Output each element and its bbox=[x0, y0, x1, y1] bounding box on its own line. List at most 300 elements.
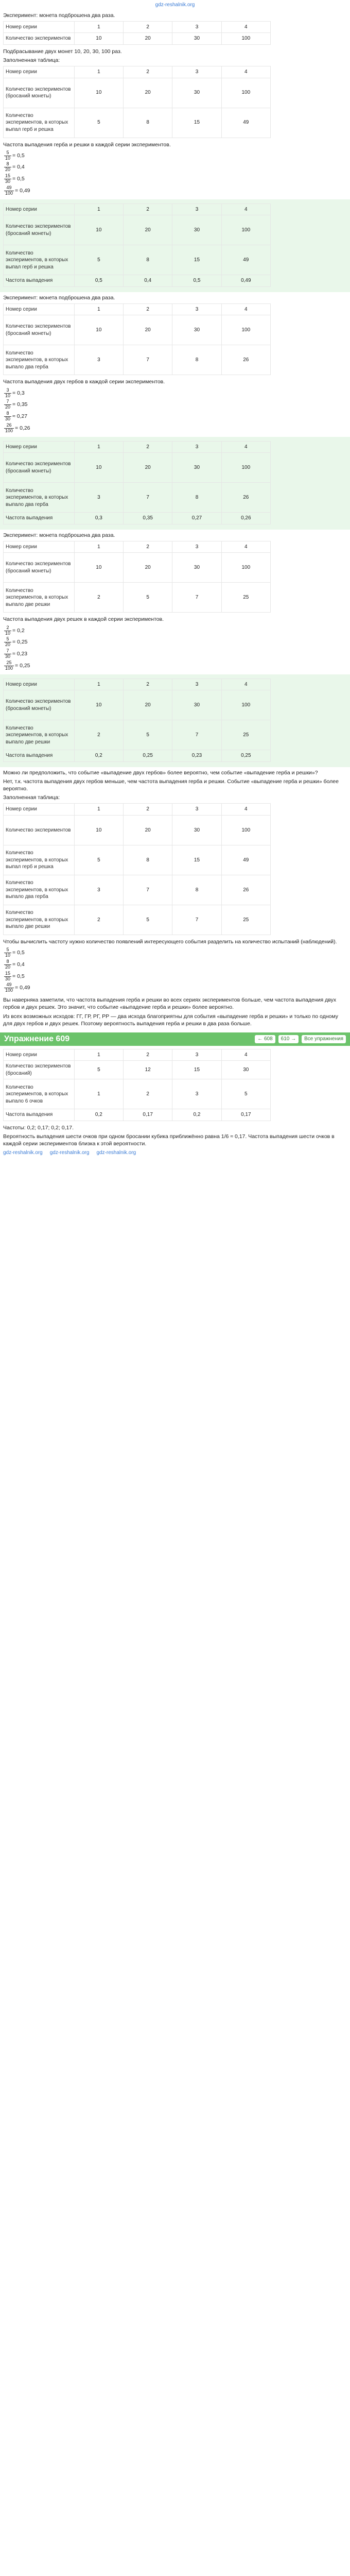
table-cell: 12 bbox=[124, 1061, 172, 1079]
fraction bbox=[4, 174, 11, 184]
table-row bbox=[4, 303, 271, 315]
table-cell: 4 bbox=[221, 1049, 270, 1061]
formula-result: = 0,5 bbox=[12, 973, 25, 979]
formula-row bbox=[4, 174, 347, 184]
table-cell: 30 bbox=[172, 553, 221, 583]
formula-row bbox=[4, 423, 347, 434]
formula-result: = 0,4 bbox=[12, 961, 25, 968]
next-exercise-link[interactable]: 610 → bbox=[278, 1035, 299, 1043]
numerator: 8 bbox=[4, 162, 11, 167]
table-row bbox=[4, 345, 271, 375]
paragraph: Частота выпадения двух гербов в каждой серии экспериментов. bbox=[3, 379, 165, 385]
row-header: Количество экспериментов, в которых выпало два герба bbox=[4, 483, 75, 513]
formula-row bbox=[4, 947, 347, 958]
table-cell: 0,2 bbox=[74, 750, 123, 762]
table-cell: 0,27 bbox=[172, 513, 221, 524]
fraction bbox=[4, 649, 11, 659]
data-table bbox=[3, 21, 271, 45]
table-cell: 0,17 bbox=[221, 1109, 270, 1121]
formula-row bbox=[4, 959, 347, 970]
formula-result: = 0,3 bbox=[12, 389, 25, 396]
table-row bbox=[4, 1049, 271, 1061]
denominator: 30 bbox=[5, 654, 11, 659]
table-cell: 3 bbox=[172, 1079, 221, 1109]
table-cell: 26 bbox=[221, 345, 270, 375]
data-table bbox=[3, 541, 271, 613]
denominator: 30 bbox=[5, 976, 11, 981]
exercise-bar bbox=[0, 1032, 350, 1046]
denominator: 10 bbox=[5, 630, 11, 636]
table-row bbox=[4, 275, 271, 287]
footer-link[interactable]: gdz-reshalnik.org bbox=[3, 1150, 43, 1156]
table-cell: 4 bbox=[221, 804, 270, 816]
table-cell: 1 bbox=[74, 679, 123, 690]
paragraph: Вы наверняка заметили, что частота выпадения герба и решки во всех сериях экспериментов больше, чем частота выпадения двух гербов и двух решек. Это значит, что событие «выпадение герба и решки» более вероятно. bbox=[3, 997, 337, 1011]
numerator: 15 bbox=[5, 970, 11, 976]
table-cell: 4 bbox=[221, 204, 270, 215]
table-cell: 0,25 bbox=[221, 750, 270, 762]
table-cell: 2 bbox=[124, 303, 172, 315]
table-row bbox=[4, 66, 271, 78]
table-cell: 30 bbox=[172, 815, 221, 845]
table-cell: 3 bbox=[172, 303, 221, 315]
table-cell: 7 bbox=[124, 875, 172, 905]
table-cell: 0,2 bbox=[172, 1109, 221, 1121]
denominator: 100 bbox=[5, 988, 13, 993]
formula-row bbox=[4, 660, 347, 671]
table-cell: 10 bbox=[74, 453, 123, 483]
paragraph: Вероятность выпадения шести очков при одном бросании кубика приближённо равна 1/6 ≈ 0,17. Частота выпадения шести очков в каждой серии экспериментов близка к этой вероятности. bbox=[3, 1133, 335, 1147]
formula-row bbox=[4, 399, 347, 410]
table-cell: 4 bbox=[221, 21, 270, 33]
numerator: 3 bbox=[4, 388, 11, 394]
table-row bbox=[4, 815, 271, 845]
numerator: 7 bbox=[4, 399, 11, 405]
table-cell: 20 bbox=[124, 33, 172, 45]
denominator: 20 bbox=[5, 964, 11, 970]
table-cell: 1 bbox=[74, 1079, 123, 1109]
table-cell: 30 bbox=[172, 33, 221, 45]
table-row bbox=[4, 483, 271, 513]
table-cell: 5 bbox=[74, 1061, 123, 1079]
table-cell: 5 bbox=[124, 583, 172, 613]
footer-link[interactable]: gdz-reshalnik.org bbox=[49, 1150, 90, 1156]
table-cell: 20 bbox=[124, 78, 172, 108]
table-cell: 3 bbox=[74, 483, 123, 513]
paragraph: Частота выпадения двух решек в каждой серии экспериментов. bbox=[3, 616, 164, 623]
formula-result: = 0,25 bbox=[12, 639, 28, 646]
table-cell: 0,17 bbox=[124, 1109, 172, 1121]
table-cell: 20 bbox=[124, 315, 172, 345]
table-cell: 30 bbox=[221, 1061, 270, 1079]
paragraph: Частота выпадения герба и решки в каждой серии экспериментов. bbox=[3, 141, 171, 148]
row-header: Частота выпадения bbox=[4, 750, 75, 762]
table-cell: 49 bbox=[221, 845, 270, 875]
data-table bbox=[3, 303, 271, 376]
formula-row bbox=[4, 185, 347, 196]
table-cell: 0,5 bbox=[74, 275, 123, 287]
exercise-title: Упражнение 609 bbox=[4, 1035, 70, 1044]
table-cell: 0,26 bbox=[221, 513, 270, 524]
table-cell: 20 bbox=[124, 815, 172, 845]
table-cell: 10 bbox=[74, 33, 123, 45]
paragraph: Нет, т.к. частота выпадения двух гербов меньше, чем частота выпадения герба и решки. Событие «выпадение герба и решки» более вероятно. bbox=[3, 778, 339, 792]
paragraph: Частоты: 0,2; 0,17; 0,2; 0,17. bbox=[3, 1124, 74, 1131]
row-header: Номер серии bbox=[4, 804, 75, 816]
table-cell: 0,49 bbox=[221, 275, 270, 287]
formula-row bbox=[4, 411, 347, 422]
denominator: 100 bbox=[5, 665, 13, 671]
table-row bbox=[4, 553, 271, 583]
numerator: 25 bbox=[4, 660, 14, 666]
table-cell: 3 bbox=[172, 204, 221, 215]
paragraph: Эксперимент: монета подброшена два раза. bbox=[3, 12, 115, 19]
denominator: 10 bbox=[5, 393, 11, 398]
table-cell: 2 bbox=[124, 541, 172, 553]
denominator: 30 bbox=[5, 179, 11, 184]
table-cell: 8 bbox=[124, 245, 172, 275]
table-row bbox=[4, 1061, 271, 1079]
table-cell: 1 bbox=[74, 804, 123, 816]
formula-result: = 0,26 bbox=[15, 425, 30, 432]
row-header: Количество экспериментов, в которых выпало две решки bbox=[4, 583, 75, 613]
fraction bbox=[4, 162, 11, 173]
fraction bbox=[4, 388, 11, 399]
row-header: Количество экспериментов (бросаний монеты) bbox=[4, 553, 75, 583]
table-cell: 25 bbox=[221, 720, 270, 750]
row-header: Количество экспериментов (бросаний) bbox=[4, 1061, 75, 1079]
table-cell: 15 bbox=[172, 108, 221, 138]
table-cell: 2 bbox=[124, 441, 172, 453]
data-table bbox=[3, 803, 271, 935]
table-cell: 7 bbox=[172, 905, 221, 935]
row-header: Количество экспериментов, в которых выпало две решки bbox=[4, 720, 75, 750]
fraction bbox=[4, 947, 11, 958]
formula-row bbox=[4, 637, 347, 648]
row-header: Номер серии bbox=[4, 204, 75, 215]
table-cell: 100 bbox=[221, 553, 270, 583]
table-row bbox=[4, 541, 271, 553]
formula-row bbox=[4, 971, 347, 982]
denominator: 20 bbox=[5, 404, 11, 410]
table-row bbox=[4, 1109, 271, 1121]
table-cell: 15 bbox=[172, 1061, 221, 1079]
table-row bbox=[4, 315, 271, 345]
table-row bbox=[4, 215, 271, 245]
formula-result: = 0,49 bbox=[15, 188, 30, 194]
row-header: Номер серии bbox=[4, 1049, 75, 1061]
table-cell: 26 bbox=[221, 875, 270, 905]
table-cell: 10 bbox=[74, 215, 123, 245]
row-header: Номер серии bbox=[4, 441, 75, 453]
fraction bbox=[4, 982, 14, 993]
frequency-formula bbox=[4, 625, 347, 671]
table-cell: 3 bbox=[172, 21, 221, 33]
table-cell: 4 bbox=[221, 303, 270, 315]
row-header: Количество экспериментов, в которых выпало два герба bbox=[4, 875, 75, 905]
table-cell: 2 bbox=[124, 1049, 172, 1061]
data-table bbox=[3, 204, 271, 287]
table-cell: 15 bbox=[172, 845, 221, 875]
denominator: 30 bbox=[5, 416, 11, 422]
numerator: 5 bbox=[4, 637, 11, 642]
table-row bbox=[4, 679, 271, 690]
table-cell: 3 bbox=[172, 541, 221, 553]
table-cell: 3 bbox=[172, 441, 221, 453]
formula-result: = 0,5 bbox=[12, 950, 25, 956]
table-cell: 100 bbox=[221, 690, 270, 720]
table-cell: 5 bbox=[221, 1079, 270, 1109]
table-row bbox=[4, 720, 271, 750]
paragraph: Эксперимент: монета подброшена два раза. bbox=[3, 532, 115, 538]
formula-result: ≈ 0,27 bbox=[12, 413, 28, 420]
table-row bbox=[4, 33, 271, 45]
table-cell: 2 bbox=[124, 1079, 172, 1109]
table-cell: 1 bbox=[74, 204, 123, 215]
table-cell: 1 bbox=[74, 541, 123, 553]
table-cell: 5 bbox=[124, 905, 172, 935]
numerator: 49 bbox=[4, 982, 14, 988]
table-cell: 3 bbox=[172, 804, 221, 816]
numerator: 26 bbox=[4, 423, 14, 429]
denominator: 10 bbox=[5, 953, 11, 958]
table-row bbox=[4, 108, 271, 138]
answer-highlight bbox=[0, 674, 350, 767]
formula-row bbox=[4, 150, 347, 161]
table-row bbox=[4, 204, 271, 215]
table-cell: 10 bbox=[74, 553, 123, 583]
table-row bbox=[4, 21, 271, 33]
table-cell: 15 bbox=[172, 245, 221, 275]
formula-row bbox=[4, 649, 347, 659]
site-header[interactable]: gdz-reshalnik.org bbox=[155, 2, 195, 8]
fraction bbox=[4, 150, 11, 161]
table-cell: 0,4 bbox=[124, 275, 172, 287]
prev-exercise-link[interactable]: ← 608 bbox=[255, 1035, 275, 1043]
table-cell: 1 bbox=[74, 66, 123, 78]
table-cell: 30 bbox=[172, 315, 221, 345]
table-cell: 30 bbox=[172, 690, 221, 720]
row-header: Количество экспериментов, в которых выпало 6 очков bbox=[4, 1079, 75, 1109]
table-cell: 49 bbox=[221, 108, 270, 138]
table-cell: 7 bbox=[124, 345, 172, 375]
fraction bbox=[4, 625, 11, 636]
numerator: 15 bbox=[5, 173, 11, 179]
row-header: Количество экспериментов bbox=[4, 33, 75, 45]
table-cell: 3 bbox=[74, 875, 123, 905]
table-cell: 20 bbox=[124, 453, 172, 483]
formula-result: = 0,4 bbox=[12, 164, 25, 171]
table-row bbox=[4, 1079, 271, 1109]
table-cell: 4 bbox=[221, 66, 270, 78]
fraction bbox=[4, 411, 11, 422]
fraction bbox=[4, 185, 14, 196]
formula-row bbox=[4, 162, 347, 173]
row-header: Количество экспериментов (бросаний монеты) bbox=[4, 453, 75, 483]
page bbox=[0, 0, 350, 1162]
table-cell: 8 bbox=[172, 483, 221, 513]
formula-row bbox=[4, 388, 347, 399]
table-cell: 0,2 bbox=[74, 1109, 123, 1121]
table-cell: 30 bbox=[172, 215, 221, 245]
table-cell: 4 bbox=[221, 541, 270, 553]
all-exercises-link[interactable]: Все упражнения bbox=[302, 1035, 346, 1043]
table-cell: 8 bbox=[172, 345, 221, 375]
table-cell: 2 bbox=[74, 905, 123, 935]
table-cell: 3 bbox=[172, 66, 221, 78]
table-cell: 7 bbox=[172, 583, 221, 613]
answer-highlight bbox=[0, 437, 350, 530]
table-cell: 49 bbox=[221, 245, 270, 275]
paragraph: Подбрасывание двух монет 10, 20, 30, 100 раз. bbox=[3, 48, 122, 55]
table-cell: 4 bbox=[221, 679, 270, 690]
table-cell: 7 bbox=[124, 483, 172, 513]
fraction bbox=[4, 971, 11, 982]
numerator: 8 bbox=[4, 959, 11, 965]
table-cell: 2 bbox=[124, 66, 172, 78]
table-cell: 3 bbox=[172, 679, 221, 690]
row-header: Номер серии bbox=[4, 303, 75, 315]
table-row bbox=[4, 441, 271, 453]
table-cell: 100 bbox=[221, 33, 270, 45]
table-cell: 100 bbox=[221, 315, 270, 345]
denominator: 100 bbox=[5, 428, 13, 433]
exercise-nav bbox=[255, 1035, 346, 1043]
fraction bbox=[4, 637, 11, 648]
numerator: 8 bbox=[4, 411, 11, 417]
table-cell: 0,35 bbox=[124, 513, 172, 524]
table-cell: 30 bbox=[172, 453, 221, 483]
frequency-formula bbox=[4, 150, 347, 196]
table-cell: 25 bbox=[221, 583, 270, 613]
frequency-formula bbox=[4, 388, 347, 434]
formula-result: = 0,2 bbox=[12, 627, 25, 634]
table-cell: 5 bbox=[74, 108, 123, 138]
table-row bbox=[4, 583, 271, 613]
denominator: 20 bbox=[5, 642, 11, 648]
row-header: Количество экспериментов, в которых выпал герб и решка bbox=[4, 845, 75, 875]
table-cell: 2 bbox=[124, 21, 172, 33]
denominator: 100 bbox=[5, 190, 13, 196]
row-header: Количество экспериментов bbox=[4, 815, 75, 845]
row-header: Количество экспериментов, в которых выпало две решки bbox=[4, 905, 75, 935]
table-cell: 20 bbox=[124, 215, 172, 245]
table-cell: 0,25 bbox=[124, 750, 172, 762]
formula-result: = 0,35 bbox=[12, 401, 28, 408]
table-row bbox=[4, 845, 271, 875]
row-header: Количество экспериментов (бросаний монеты) bbox=[4, 215, 75, 245]
numerator: 2 bbox=[4, 625, 11, 631]
table-cell: 5 bbox=[74, 245, 123, 275]
table-row bbox=[4, 875, 271, 905]
row-header: Номер серии bbox=[4, 21, 75, 33]
table-cell: 1 bbox=[74, 1049, 123, 1061]
data-table bbox=[3, 679, 271, 762]
table-cell: 30 bbox=[172, 78, 221, 108]
row-header: Номер серии bbox=[4, 679, 75, 690]
fraction bbox=[4, 959, 11, 970]
paragraph: Чтобы вычислить частоту нужно количество появлений интересующего события разделить на количество испытаний (наблюдений). bbox=[3, 938, 337, 945]
table-row bbox=[4, 750, 271, 762]
table-cell: 3 bbox=[172, 1049, 221, 1061]
paragraph: Заполненная таблица: bbox=[3, 794, 60, 801]
row-header: Частота выпадения bbox=[4, 275, 75, 287]
footer-links bbox=[3, 1149, 347, 1157]
table-cell: 25 bbox=[221, 905, 270, 935]
table-cell: 2 bbox=[124, 804, 172, 816]
exercise-content bbox=[3, 1049, 347, 1148]
row-header: Количество экспериментов, в которых выпало два герба bbox=[4, 345, 75, 375]
table-row bbox=[4, 804, 271, 816]
numerator: 7 bbox=[4, 649, 11, 654]
formula-result: = 0,49 bbox=[15, 985, 30, 991]
formula-result: ≈ 0,23 bbox=[12, 651, 28, 657]
paragraph: Эксперимент: монета подброшена два раза. bbox=[3, 294, 115, 301]
row-header: Количество экспериментов, в которых выпал герб и решка bbox=[4, 245, 75, 275]
table-cell: 2 bbox=[124, 679, 172, 690]
table-cell: 10 bbox=[74, 78, 123, 108]
table-cell: 3 bbox=[74, 345, 123, 375]
table-row bbox=[4, 513, 271, 524]
table-cell: 100 bbox=[221, 215, 270, 245]
table-cell: 4 bbox=[221, 441, 270, 453]
table-cell: 100 bbox=[221, 453, 270, 483]
formula-row bbox=[4, 625, 347, 636]
numerator: 5 bbox=[4, 947, 11, 953]
row-header: Количество экспериментов, в которых выпал герб и решка bbox=[4, 108, 75, 138]
formula-result: = 0,5 bbox=[12, 152, 25, 159]
row-header: Номер серии bbox=[4, 541, 75, 553]
table-cell: 5 bbox=[124, 720, 172, 750]
table-cell: 8 bbox=[172, 875, 221, 905]
table-row bbox=[4, 905, 271, 935]
data-table bbox=[3, 66, 271, 138]
table-cell: 1 bbox=[74, 303, 123, 315]
denominator: 10 bbox=[5, 155, 11, 161]
formula-result: = 0,25 bbox=[15, 663, 30, 669]
formula-row bbox=[4, 982, 347, 993]
row-header: Частота выпадения bbox=[4, 1109, 75, 1121]
row-header: Количество экспериментов (бросаний монеты) bbox=[4, 690, 75, 720]
table-cell: 0,3 bbox=[74, 513, 123, 524]
table-cell: 0,5 bbox=[172, 275, 221, 287]
denominator: 20 bbox=[5, 167, 11, 173]
table-cell: 10 bbox=[74, 815, 123, 845]
fraction bbox=[4, 660, 14, 671]
table-cell: 8 bbox=[124, 108, 172, 138]
frequency-formula bbox=[4, 947, 347, 993]
fraction bbox=[4, 423, 14, 434]
table-row bbox=[4, 690, 271, 720]
table-cell: 10 bbox=[74, 315, 123, 345]
fraction bbox=[4, 399, 11, 410]
row-header: Количество экспериментов (бросаний монеты) bbox=[4, 315, 75, 345]
table-cell: 1 bbox=[74, 21, 123, 33]
table-row bbox=[4, 453, 271, 483]
table-cell: 8 bbox=[124, 845, 172, 875]
table-cell: 100 bbox=[221, 78, 270, 108]
table-cell: 7 bbox=[172, 720, 221, 750]
row-header: Частота выпадения bbox=[4, 513, 75, 524]
row-header: Количество экспериментов (бросаний монеты) bbox=[4, 78, 75, 108]
paragraph: Заполненная таблица: bbox=[3, 57, 60, 63]
paragraph: Из всех возможных исходов: ГГ, ГР, РГ, РР — два исхода благоприятны для события «выпадение герба и решки» и только по одному для двух гербов и двух решек. Поэтому вероятность выпадения герба и решки в два раза больше. bbox=[3, 1013, 338, 1027]
table-cell: 100 bbox=[221, 815, 270, 845]
table-row bbox=[4, 78, 271, 108]
footer-link[interactable]: gdz-reshalnik.org bbox=[96, 1150, 136, 1156]
paragraph: Можно ли предположить, что событие «выпадение двух гербов» более вероятно, чем событие «выпадение герба и решки»? bbox=[3, 769, 318, 776]
numerator: 5 bbox=[4, 150, 11, 156]
